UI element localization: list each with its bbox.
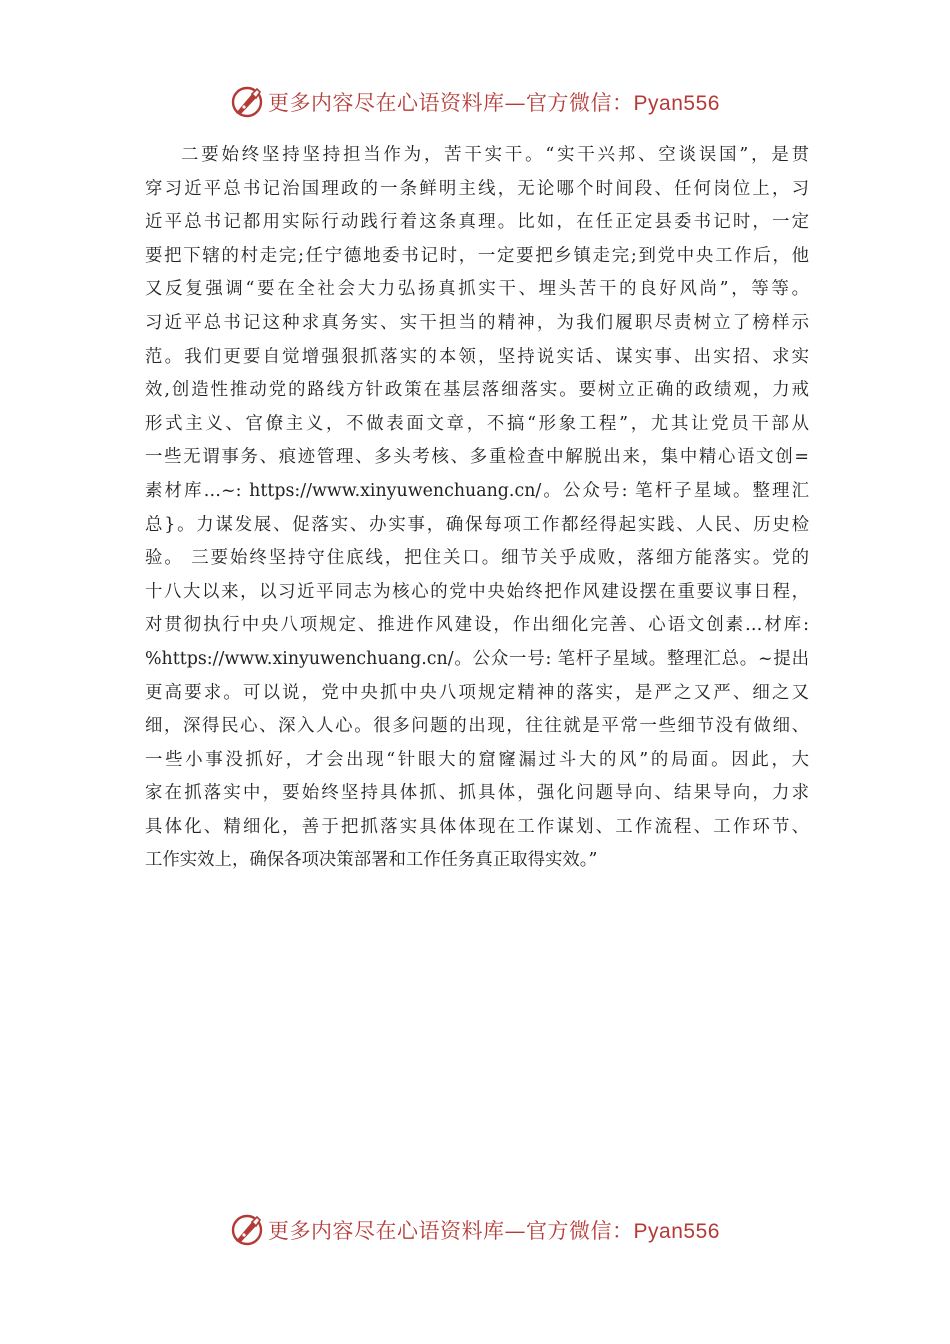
- pen-nib-logo-icon: [230, 1213, 264, 1247]
- text-line: 形式主义、官僚主义，不做表面文章，不搞“形象工程”，尤其让党员干部从: [145, 413, 809, 434]
- text-line: 细，深得民心、深入人心。很多问题的出现，往往就是平常一些细节没有做细、: [145, 716, 809, 737]
- text-line: 家在抓落实中，要始终坚持具体抓、抓具体，强化问题导向、结果导向，力求: [145, 783, 809, 804]
- pen-nib-logo-icon: [230, 85, 264, 119]
- footer-banner: [0, 1210, 950, 1250]
- text-line: %https://www.xinyuwenchuang.cn/。公众一号: 笔杆子星域。整理汇总。~提出: [145, 648, 809, 669]
- text-line: 效,创造性推动党的路线方针政策在基层落细落实。要树立正确的政绩观，力戒: [145, 380, 809, 401]
- banner-label: 更多内容尽在心语资料库—官方微信：: [268, 1219, 634, 1243]
- header-banner: [0, 82, 950, 122]
- banner-label: 更多内容尽在心语资料库—官方微信：: [268, 91, 634, 115]
- text-line: 总}。力谋发展、促落实、办实事，确保每项工作都经得起实践、人民、历史检: [145, 514, 809, 535]
- text-line: 范。我们更要自觉增强狠抓落实的本领，坚持说实话、谋实事、出实招、求实: [145, 346, 809, 367]
- text-line: 又反复强调“要在全社会大力弘扬真抓实干、埋头苦干的良好风尚”，等等。: [145, 279, 809, 300]
- text-line: 二要始终坚持坚持担当作为，苦干实干。“实干兴邦、空谈误国”，是贯: [181, 145, 809, 165]
- text-line: 对贯彻执行中央八项规定、推进作风建设，作出细化完善、心语文创素…材库:: [145, 615, 809, 636]
- banner-text: [268, 87, 720, 117]
- text-line: 更高要求。可以说，党中央抓中央八项规定精神的落实，是严之又严、细之又: [145, 682, 809, 703]
- text-line: 具体化、精细化，善于把抓落实具体体现在工作谋划、工作流程、工作环节、: [145, 816, 809, 837]
- text-line: 十八大以来，以习近平同志为核心的党中央始终把作风建设摆在重要议事日程，: [145, 581, 809, 602]
- banner-handle: Pyan556: [633, 92, 720, 115]
- text-line: 一些小事没抓好，才会出现“针眼大的窟窿漏过斗大的风”的局面。因此，大: [145, 749, 809, 770]
- banner-text: [268, 1215, 720, 1245]
- text-line: 素材库…~: https://www.xinyuwenchuang.cn/。公众号: 笔杆子星域。整理汇: [145, 480, 809, 501]
- text-line: 工作实效上，确保各项决策部署和工作任务真正取得实效。”: [145, 850, 598, 871]
- document-body: [145, 139, 809, 878]
- text-line: 近平总书记都用实际行动践行着这条真理。比如，在任正定县委书记时，一定: [145, 212, 809, 233]
- text-line: 一些无谓事务、痕迹管理、多头考核、多重检查中解脱出来，集中精心语文创=: [145, 447, 809, 468]
- text-line: 穿习近平总书记治国理政的一条鲜明主线，无论哪个时间段、任何岗位上，习: [145, 178, 809, 199]
- banner-handle: Pyan556: [633, 1220, 720, 1243]
- text-line: 习近平总书记这种求真务实、实干担当的精神，为我们履职尽责树立了榜样示: [145, 312, 809, 333]
- text-line: 验。 三要始终坚持守住底线，把住关口。细节关乎成败，落细方能落实。党的: [145, 548, 809, 569]
- text-line: 要把下辖的村走完;任宁德地委书记时，一定要把乡镇走完;到党中央工作后，他: [145, 245, 809, 266]
